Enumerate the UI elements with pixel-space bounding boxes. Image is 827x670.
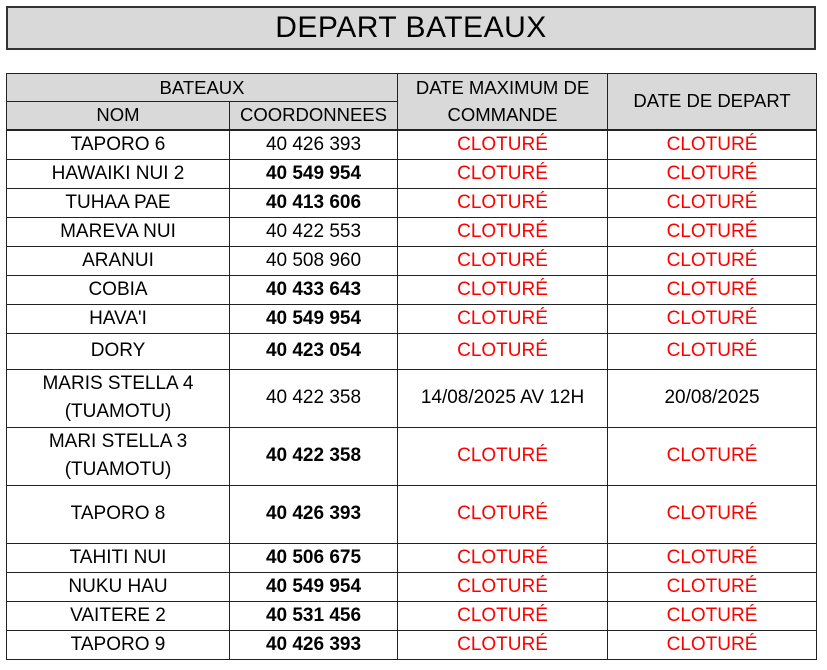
boat-phone: 40 423 054 <box>230 333 398 369</box>
boat-name-cell <box>7 427 230 485</box>
table-row <box>7 130 817 160</box>
boat-phone: 40 422 358 <box>230 369 398 427</box>
table-row <box>7 630 817 659</box>
boat-name-cell <box>7 333 230 369</box>
boat-name-cell <box>7 601 230 630</box>
table-row <box>7 275 817 304</box>
order-deadline: CLOTURÉ <box>398 333 608 369</box>
header-coordonnees: COORDONNEES <box>230 102 398 130</box>
boat-phone: 40 549 954 <box>230 304 398 333</box>
boat-name: MARIS STELLA 4 <box>42 373 194 394</box>
boat-name-cell <box>7 275 230 304</box>
boat-phone: 40 508 960 <box>230 246 398 275</box>
boat-phone: 40 531 456 <box>230 601 398 630</box>
departure-date: CLOTURÉ <box>608 572 817 601</box>
order-deadline: CLOTURÉ <box>398 630 608 659</box>
boat-name-cell <box>7 130 230 160</box>
boat-phone: 40 549 954 <box>230 572 398 601</box>
order-deadline: CLOTURÉ <box>398 304 608 333</box>
table-row <box>7 601 817 630</box>
departure-date: CLOTURÉ <box>608 427 817 485</box>
boat-name: MARI STELLA 3 <box>48 431 188 452</box>
departure-date: CLOTURÉ <box>608 246 817 275</box>
boat-name: COBIA <box>88 278 148 300</box>
boat-name: MAREVA NUI <box>60 220 176 242</box>
header-nom: NOM <box>7 102 230 130</box>
boat-name-cell <box>7 543 230 572</box>
departure-date: CLOTURÉ <box>608 630 817 659</box>
table-row <box>7 369 817 427</box>
header-group-bateaux: BATEAUX <box>7 74 398 102</box>
boat-name-line2: (TUAMOTU) <box>64 401 172 422</box>
boat-name-cell <box>7 485 230 543</box>
boat-name: TAHITI NUI <box>69 546 167 568</box>
departures-table <box>6 73 817 660</box>
boat-name-cell <box>7 246 230 275</box>
boat-name-cell <box>7 159 230 188</box>
boat-name-cell <box>7 572 230 601</box>
boat-name-cell <box>7 630 230 659</box>
table-row <box>7 427 817 485</box>
boat-phone: 40 422 553 <box>230 217 398 246</box>
boat-name: VAITERE 2 <box>70 604 166 626</box>
boat-name: TUHAA PAE <box>65 191 171 213</box>
table-row <box>7 333 817 369</box>
departure-date: CLOTURÉ <box>608 485 817 543</box>
boat-name: TAPORO 6 <box>70 133 166 155</box>
order-deadline: CLOTURÉ <box>398 485 608 543</box>
order-deadline: CLOTURÉ <box>398 188 608 217</box>
header-date-depart: DATE DE DEPART <box>608 74 817 130</box>
boat-phone: 40 549 954 <box>230 159 398 188</box>
table-row <box>7 159 817 188</box>
order-deadline: CLOTURÉ <box>398 543 608 572</box>
boat-phone: 40 426 393 <box>230 130 398 160</box>
order-deadline: CLOTURÉ <box>398 217 608 246</box>
order-deadline: CLOTURÉ <box>398 246 608 275</box>
boat-phone: 40 426 393 <box>230 485 398 543</box>
boat-phone: 40 506 675 <box>230 543 398 572</box>
page-title: DEPART BATEAUX <box>6 6 816 50</box>
departure-date: CLOTURÉ <box>608 601 817 630</box>
order-deadline: CLOTURÉ <box>398 130 608 160</box>
table-row <box>7 485 817 543</box>
departure-date: CLOTURÉ <box>608 130 817 160</box>
boat-name: HAVA'I <box>89 307 147 329</box>
departure-date: CLOTURÉ <box>608 188 817 217</box>
table-row <box>7 572 817 601</box>
boat-name-cell <box>7 304 230 333</box>
boat-name: TAPORO 9 <box>70 633 166 655</box>
boat-name-line2: (TUAMOTU) <box>64 459 172 480</box>
boat-phone: 40 433 643 <box>230 275 398 304</box>
table-row <box>7 246 817 275</box>
header-date-max: DATE MAXIMUM DE COMMANDE <box>398 74 608 130</box>
boat-name: NUKU HAU <box>68 575 168 597</box>
boat-name-cell <box>7 217 230 246</box>
boat-name-cell <box>7 188 230 217</box>
order-deadline: CLOTURÉ <box>398 601 608 630</box>
boat-phone: 40 426 393 <box>230 630 398 659</box>
departure-date: CLOTURÉ <box>608 217 817 246</box>
table-row <box>7 217 817 246</box>
order-deadline: CLOTURÉ <box>398 275 608 304</box>
order-deadline: CLOTURÉ <box>398 572 608 601</box>
boat-phone: 40 422 358 <box>230 427 398 485</box>
table-row <box>7 543 817 572</box>
table-body <box>7 130 817 660</box>
departure-date: CLOTURÉ <box>608 333 817 369</box>
table-row <box>7 304 817 333</box>
table-header <box>7 74 817 130</box>
departure-date: 20/08/2025 <box>608 369 817 427</box>
boat-name: HAWAIKI NUI 2 <box>51 162 185 184</box>
boat-name: ARANUI <box>82 249 154 271</box>
departure-date: CLOTURÉ <box>608 304 817 333</box>
order-deadline: CLOTURÉ <box>398 159 608 188</box>
boat-name-cell <box>7 369 230 427</box>
boat-phone: 40 413 606 <box>230 188 398 217</box>
order-deadline: CLOTURÉ <box>398 427 608 485</box>
table-row <box>7 188 817 217</box>
order-deadline: 14/08/2025 AV 12H <box>398 369 608 427</box>
boat-name: DORY <box>90 340 146 361</box>
departure-date: CLOTURÉ <box>608 275 817 304</box>
departure-date: CLOTURÉ <box>608 543 817 572</box>
boat-name: TAPORO 8 <box>70 503 166 524</box>
departure-date: CLOTURÉ <box>608 159 817 188</box>
